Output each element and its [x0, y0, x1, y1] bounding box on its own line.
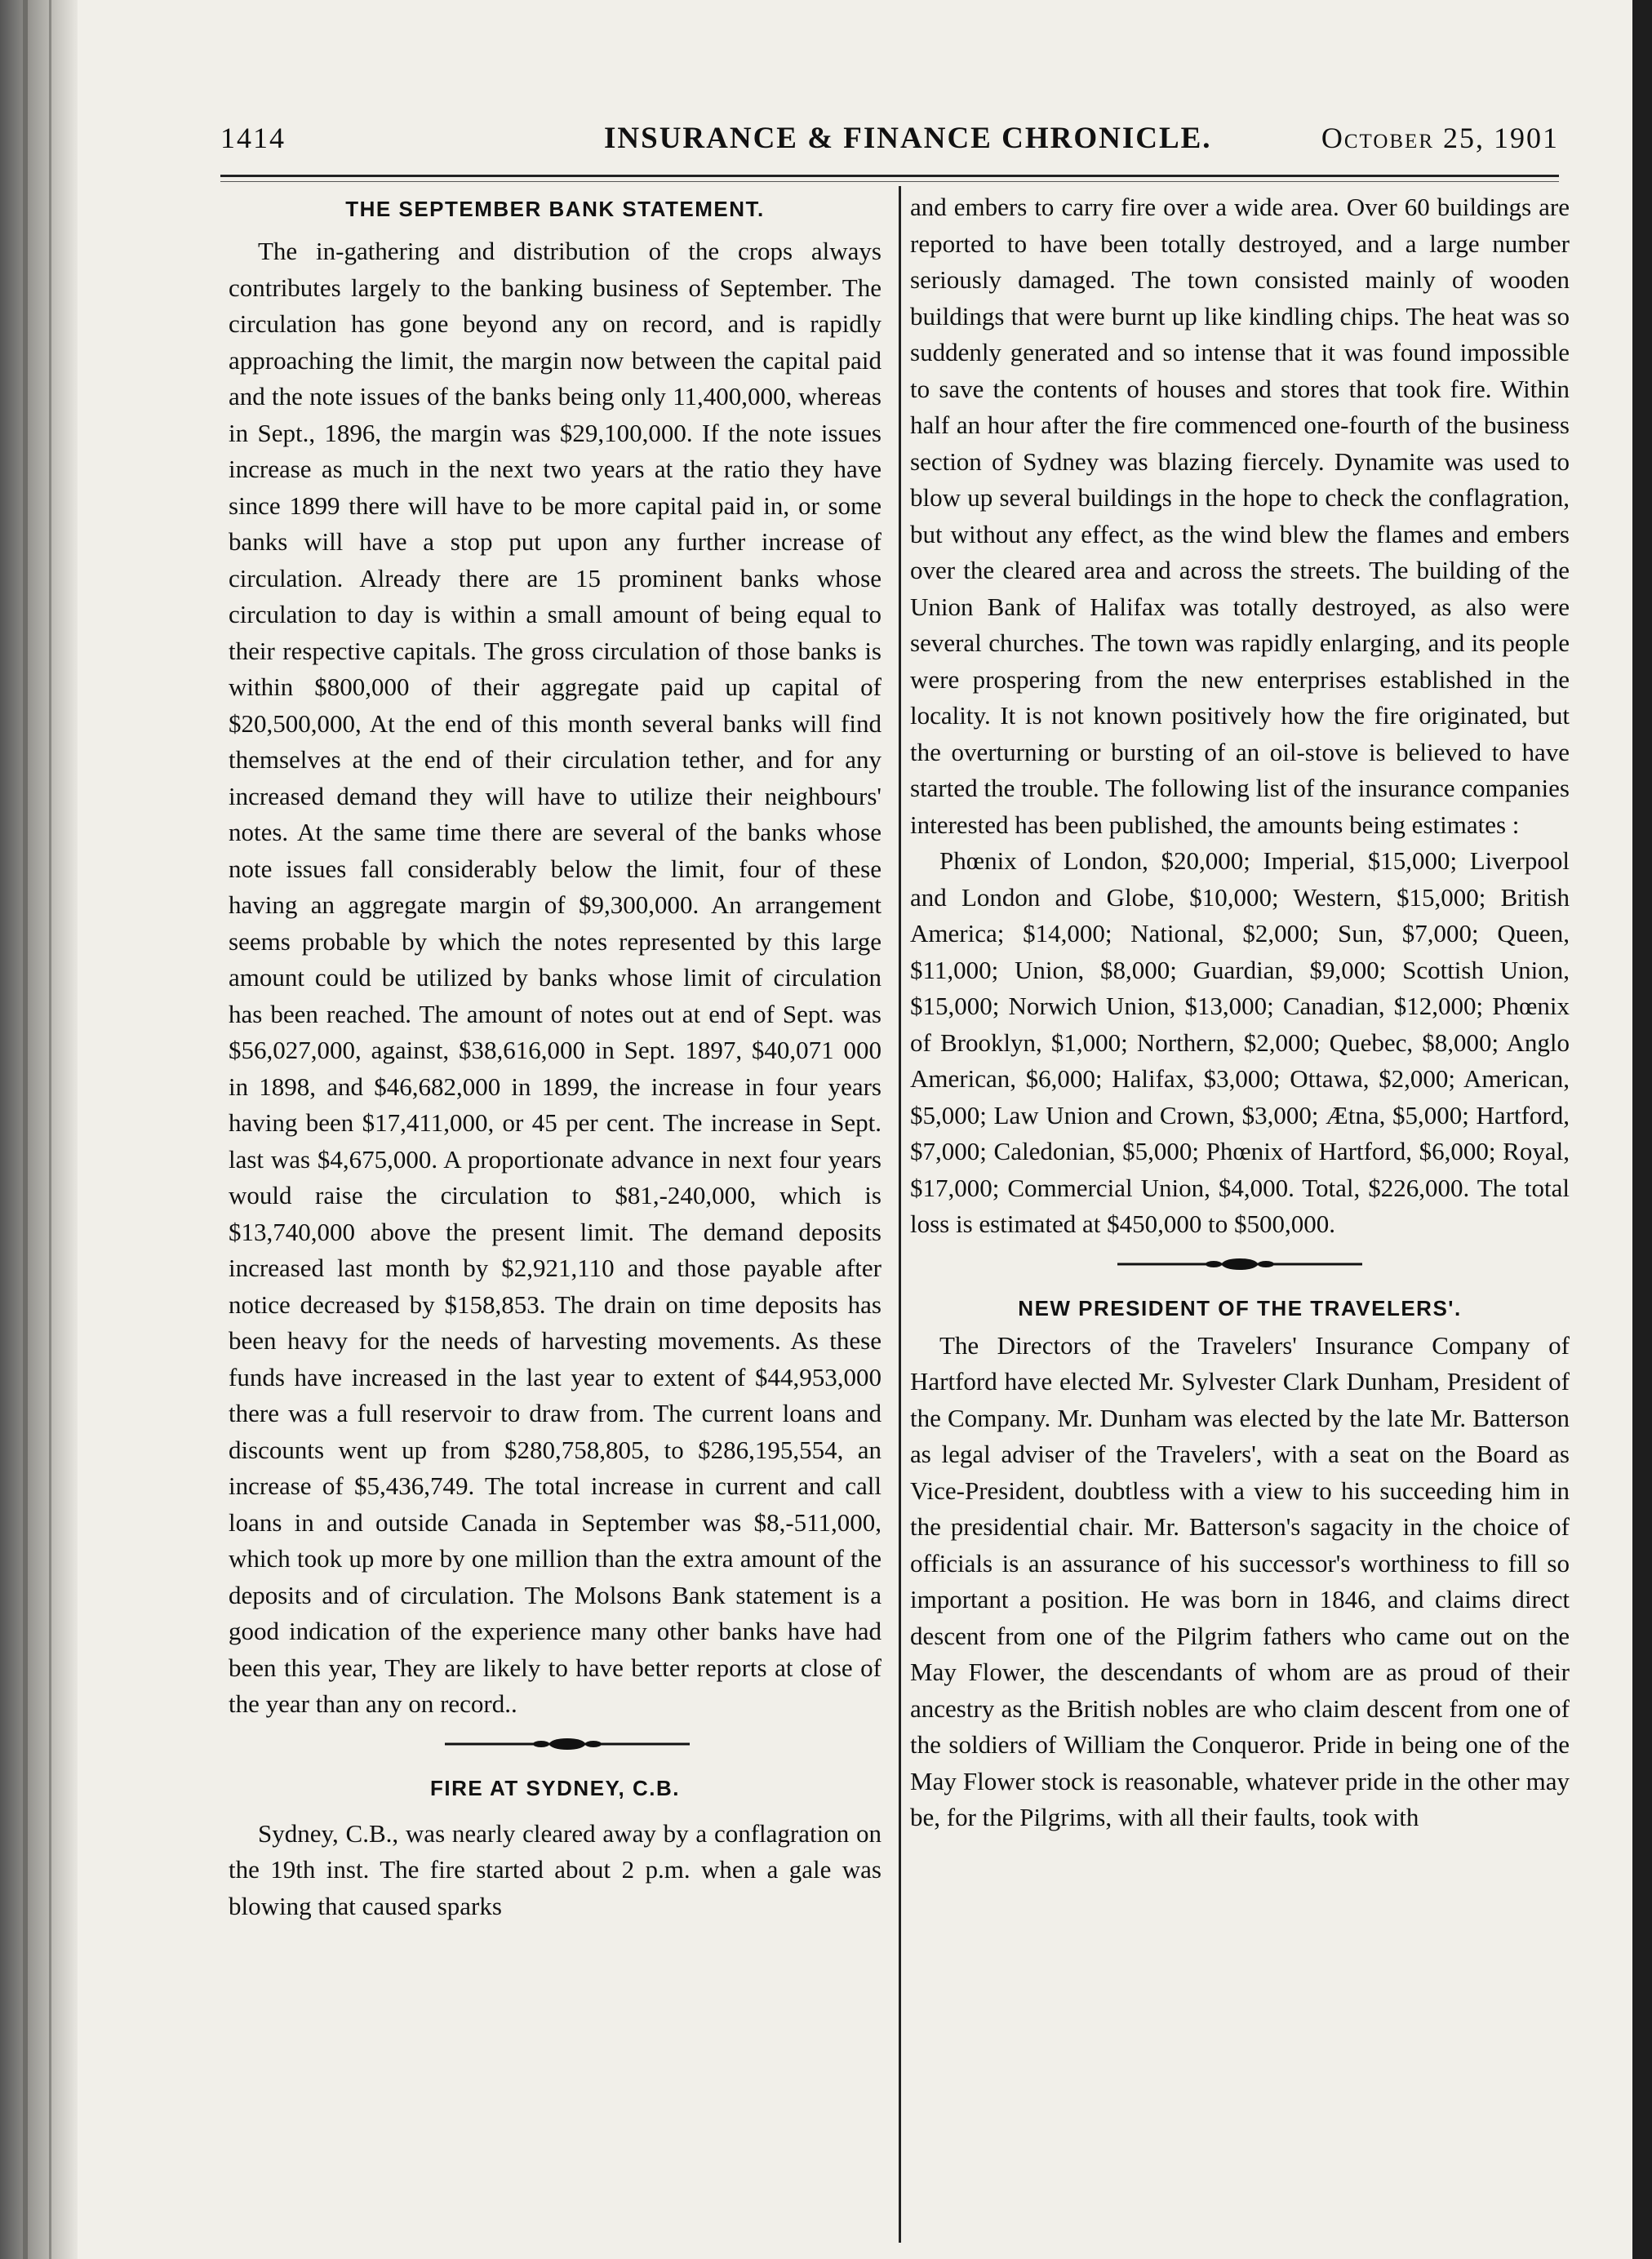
right-column: [910, 189, 1570, 1836]
header-rule: [220, 181, 1559, 182]
article-paragraph: The Directors of the Travelers' Insurance Company of Hartford have elected Mr. Sylvester Clark Dunham, President of the Company. Mr. Dunham was elected by the late Mr. Batterson as legal adviser of the Travelers', with a seat on the Board as Vice-President, doubtless with a view to his succeeding him in the presidential chair. Mr. Batterson's sagacity in the choice of officials is an assurance of his successor's worthiness to fill so important a position. He was born in 1846, and claims direct descent from one of the Pilgrim fathers who came out on the May Flower, the descendants of whom are as proud of their ancestry as the British nobles are who claim descent from one of the soldiers of William the Conqueror. Pride in being one of the May Flower stock is reasonable, whatever pride in the other may be, for the Pilgrims, with all their faults, took with: [910, 1330, 1570, 1831]
page-number: 1414: [220, 122, 286, 154]
running-head: [220, 121, 1559, 170]
article-paragraph: The in-gathering and distribution of the crops always contributes largely to the banking business of September. The circulation has gone beyond any on record, and is rapidly approaching the limit, the margin now between the capital paid and the note issues of the banks being only 11,400,000, whereas in Sept., 1896, the margin was $29,100,000. If the note issues increase as much in the next two years at the ratio they have since 1899 there will have to be more capital paid in, or some banks will have a stop put upon any further increase of circulation. Already there are 15 prominent banks whose circulation to day is within a small amount of being equal to their respective capitals. The gross circulation of those banks is within $800,000 of their aggregate paid up capital of $20,500,000, At the end of this month several banks will find themselves at the end of their circulation tether, and for any increased demand they will have to utilize their neighbours' notes. At the same time there are several of the banks whose note issues fall considerably below the limit, four of these having an aggregate margin of $9,300,000. An arrangement seems probable by which the notes represented by this large amount could be utilized by banks whose limit of circulation has been reached. The amount of notes out at end of Sept. was $56,027,000, against, $38,616,000 in Sept. 1897, $40,071 000 in 1898, and $46,682,000 in 1899, the increase in four years having been $17,411,000, or 45 per cent. The increase in Sept. last was $4,675,000. A proportionate advance in next four years would raise the circulation to $81,-240,000, which is $13,740,000 above the present limit. The demand deposits increased last month by $2,921,110 and those payable after notice decreased by $158,853. The drain on time deposits has been heavy for the needs of harvesting movements. As these funds have increased in the last year to extent of $44,953,000 there was a full reservoir to draw from. The current loans and discounts went up from $280,758,805, to $286,195,554, an increase of $5,436,749. The total increase in current and call loans in and outside Canada in September was $8,-511,000, which took up more by one million than the extra amount of the deposits and of circulation. The Molsons Bank statement is a good indication of the experience many other banks have had been this year, They are likely to have better reports at close of the year than any on record..: [229, 237, 882, 1718]
article-paragraph-continued: and embers to carry fire over a wide area. Over 60 buildings are reported to have been totally destroyed, and a large number seriously damaged. The town consisted mainly of wooden buildings that were burnt up like kindling chips. The heat was so suddenly generated and so intense that it was found impossible to save the contents of houses and stores that took fire. Within half an hour after the fire commenced one-fourth of the business section of Sydney was blazing fiercely. Dynamite was used to blow up several buildings in the hope to check the conflagration, but without any effect, as the wind blew the flames and embers over the cleared area and across the streets. The building of the Union Bank of Halifax was totally destroyed, as also were several churches. The town was rapidly enlarging, and its people were prospering from the new enterprises established in the locality. It is not known positively how the fire originated, but the overturning or bursting of an oil-stove is believed to have started the trouble. The following list of the insurance companies interested has been published, the amounts being estimates :: [910, 193, 1570, 839]
left-column: [229, 189, 882, 1924]
section-ornament-icon: [1117, 1256, 1362, 1272]
article-paragraph: Sydney, C.B., was nearly cleared away by a conflagration on the 19th inst. The fire started about 2 p.m. when a gale was blowing that caused sparks: [229, 1818, 882, 1920]
article-heading-new-president: NEW PRESIDENT OF THE TRAVELERS'.: [1018, 1295, 1462, 1320]
binding-edge-line: [23, 0, 28, 2259]
article-heading-bank-statement: THE SEPTEMBER BANK STATEMENT.: [345, 197, 765, 221]
column-divider: [899, 186, 901, 2243]
page-right-edge: [1632, 0, 1652, 2259]
insurance-companies-list: Phœnix of London, $20,000; Imperial, $15,000; Liverpool and London and Globe, $10,000; Western, $15,000; British America; $14,000; National, $2,000; Sun, $7,000; Queen, $11,000; Union, $8,000; Guardian, $9,000; Scottish Union, $15,000; Norwich Union, $13,000; Canadian, $12,000; Phœnix of Brooklyn, $1,000; Northern, $2,000; Quebec, $8,000; Anglo American, $6,000; Halifax, $3,000; Ottawa, $2,000; American, $5,000; Law Union and Crown, $3,000; Ætna, $5,000; Hartford, $7,000; Caledonian, $5,000; Phœnix of Hartford, $6,000; Royal, $17,000; Commercial Union, $4,000. Total, $226,000. The total loss is estimated at $450,000 to $500,000.: [910, 846, 1570, 1238]
article-heading-fire-at-sydney: FIRE AT SYDNEY, C.B.: [430, 1775, 680, 1800]
journal-title: INSURANCE & FINANCE CHRONICLE.: [604, 122, 1212, 155]
header-rule: [220, 175, 1559, 177]
section-ornament-icon: [445, 1736, 690, 1752]
binding-edge-line: [49, 0, 51, 2259]
issue-date: October 25, 1901: [1321, 122, 1559, 154]
page-binding: [0, 0, 78, 2259]
